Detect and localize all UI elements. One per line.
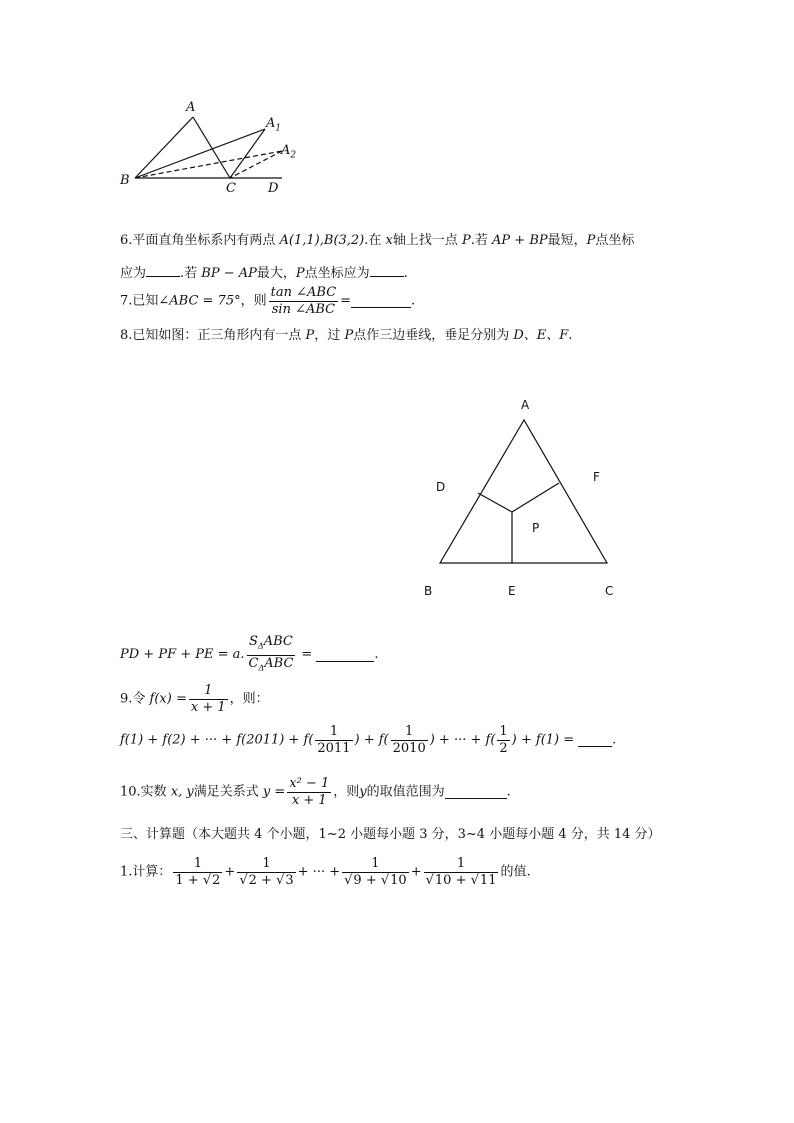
- label-a: A: [186, 100, 196, 115]
- q9-frac-2: $\frac{1}{2}$: [499, 724, 508, 756]
- label-c: C: [226, 181, 236, 196]
- label-a-fig2: A: [521, 398, 530, 412]
- triangle-abc: [440, 420, 607, 563]
- q9-blank[interactable]: [578, 734, 612, 747]
- label-c-fig2: C: [605, 584, 614, 598]
- label-a2: $A_2$: [281, 143, 297, 161]
- q8-formula: PD + PF + PE = a. $\frac{S_\Delta ABC}{C_\Delta ABC}$ = .: [120, 634, 378, 676]
- calc1-term-1: $\frac{1}{1 + √2}$: [175, 856, 221, 888]
- label-e-fig2: E: [508, 584, 516, 598]
- label-d-fig2: D: [436, 480, 446, 494]
- label-b-fig2: B: [424, 584, 433, 598]
- label-f-fig2: F: [593, 470, 600, 484]
- calc1-term-4: $\frac{1}{√10 + √11}$: [425, 856, 497, 888]
- calc1-term-2: $\frac{1}{√2 + √3}$: [239, 856, 294, 888]
- q9-frac-2011: $\frac{1}{2011}$: [317, 724, 351, 756]
- q10-fraction: $\frac{\text{x² − 1}}{x + 1}$: [289, 776, 330, 808]
- q10: 10.实数 x, y满足关系式 y = $\frac{\text{x² − 1}}{x + 1}$ ，则y的取值范围为 .: [120, 776, 511, 808]
- q8-blank[interactable]: [316, 649, 374, 662]
- q9-frac-2010: $\frac{1}{2010}$: [392, 724, 426, 756]
- q7-fraction: $\frac{\text{tan ∠ABC}}{\text{sin ∠ABC}}$: [270, 285, 337, 317]
- q6-line2: 应为 .若 BP − AP最大，P点坐标应为 .: [120, 266, 408, 281]
- label-p-fig2: P: [532, 521, 540, 535]
- q7: 7.已知∠ABC = 75°，则 $\frac{\text{tan ∠ABC}}{\text{sin ∠ABC}}$ = .: [120, 285, 416, 317]
- label-b: B: [120, 173, 130, 188]
- section-3-heading: 三、计算题（本大题共 4 个小题，1~2 小题每小题 3 分，3~4 小题每小题 4 分，共 14 分）: [120, 827, 661, 842]
- q8: 8.已知如图：正三角形内有一点 P，过 P点作三边垂线，垂足分别为 D、E、F.: [120, 328, 573, 343]
- calc-1: 1.计算： $\frac{1}{1 + √2}$ + $\frac{1}{√2 + √3}$ + ··· + $\frac{1}{√9 + √10}$ + $\frac{1}{√10 + √11}$ 的值.: [120, 856, 531, 888]
- label-a1: $A_1$: [266, 116, 282, 134]
- q9-f-fraction: $\frac{1}{x + 1}$: [190, 683, 226, 715]
- q9-line1: 9.令 f(x) = $\frac{1}{x + 1}$ ，则：: [120, 683, 269, 715]
- perp-pd: [478, 493, 512, 512]
- perp-pf: [512, 483, 559, 512]
- label-d: D: [268, 181, 279, 196]
- q8-ratio-fraction: $\frac{S_\Delta ABC}{C_\Delta ABC}$: [248, 634, 294, 673]
- calc1-term-3: $\frac{1}{√9 + √10}$: [344, 856, 407, 888]
- q10-blank[interactable]: [445, 786, 507, 799]
- q6-line1: 6.平面直角坐标系内有两点 A(1,1),B(3,2).在 x轴上找一点 P.若 AP + BP最短，P点坐标: [120, 233, 635, 248]
- q9-line2: f(1) + f(2) + ··· + f(2011) + f( $\frac{1}{2011}$ ) + f( $\frac{1}{2010}$ ) + ··· + f( $\frac{1}{2}$ ) + f(1) = .: [120, 724, 617, 756]
